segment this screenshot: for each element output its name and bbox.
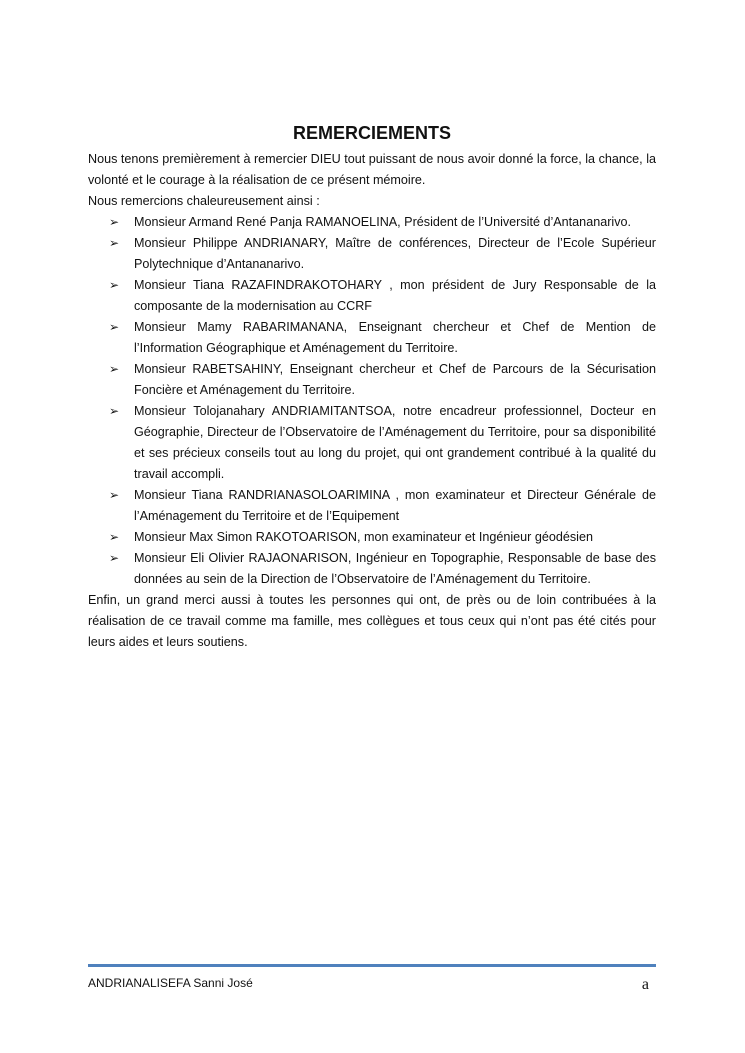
- list-item: [88, 485, 656, 527]
- list-item: [88, 317, 656, 359]
- footer-rule: [88, 964, 656, 967]
- footer-author: ANDRIANALISEFA Sanni José: [88, 976, 253, 990]
- list-item: [88, 212, 656, 233]
- list-item-text: Monsieur RABETSAHINY, Enseignant chercheur et Chef de Parcours de la Sécurisation Foncière et Aménagement du Territoire.: [134, 362, 656, 397]
- lead-paragraph: Nous remercions chaleureusement ainsi :: [88, 194, 320, 208]
- intro-paragraph: Nous tenons premièrement à remercier DIEU tout puissant de nous avoir donné la force, la chance, la volonté et le courage à la réalisation de ce présent mémoire.: [88, 152, 656, 187]
- list-item-text: Monsieur Mamy RABARIMANANA, Enseignant chercheur et Chef de Mention de l’Information Géographique et Aménagement du Territoire.: [134, 320, 656, 355]
- arrow-bullet-icon: ➢: [109, 404, 120, 418]
- body-text: [88, 149, 656, 653]
- arrow-bullet-icon: ➢: [109, 362, 120, 376]
- arrow-bullet-icon: ➢: [109, 236, 120, 250]
- list-item-text: Monsieur Max Simon RAKOTOARISON, mon examinateur et Ingénieur géodésien: [134, 530, 593, 544]
- page-title: REMERCIEMENTS: [292, 123, 451, 143]
- list-item-text: Monsieur Armand René Panja RAMANOELINA, Président de l’Université d’Antananarivo.: [134, 215, 631, 229]
- list-item-text: Monsieur Tolojanahary ANDRIAMITANTSOA, notre encadreur professionnel, Docteur en Géographie, Directeur de l’Observatoire de l’Aménagement du Territoire, pour sa disponibilité et ses précieux conseils tout au long du projet, qui ont grandement contribué à la qualité du travail accompli.: [134, 404, 656, 481]
- list-item-text: Monsieur Tiana RANDRIANASOLOARIMINA , mon examinateur et Directeur Générale de l’Aménagement du Territoire et de l’Equipement: [134, 488, 656, 523]
- list-item: [88, 233, 656, 275]
- list-item-text: Monsieur Philippe ANDRIANARY, Maître de conférences, Directeur de l’Ecole Supérieur Polytechnique d’Antananarivo.: [134, 236, 656, 271]
- arrow-bullet-icon: ➢: [109, 488, 120, 502]
- list-item: [88, 548, 656, 590]
- arrow-bullet-icon: ➢: [109, 551, 120, 565]
- closing-paragraph: Enfin, un grand merci aussi à toutes les personnes qui ont, de près ou de loin contribuées à la réalisation de ce travail comme ma famille, mes collègues et tous ceux qui n’ont pas été cités pour leurs aides et leurs soutiens.: [88, 593, 656, 649]
- arrow-bullet-icon: ➢: [109, 530, 120, 544]
- list-item-text: Monsieur Tiana RAZAFINDRAKOTOHARY , mon président de Jury Responsable de la composante de la modernisation au CCRF: [134, 278, 656, 313]
- arrow-bullet-icon: ➢: [109, 278, 120, 292]
- list-item: [88, 359, 656, 401]
- arrow-bullet-icon: ➢: [109, 320, 120, 334]
- acknowledgements-list: [88, 212, 656, 590]
- list-item: [88, 401, 656, 485]
- list-item: [88, 527, 656, 548]
- list-item-text: Monsieur Eli Olivier RAJAONARISON, Ingénieur en Topographie, Responsable de base des données au sein de la Direction de l’Observatoire de l’Aménagement du Territoire.: [134, 551, 656, 586]
- arrow-bullet-icon: ➢: [109, 215, 120, 229]
- list-item: [88, 275, 656, 317]
- page-number: a: [641, 976, 649, 993]
